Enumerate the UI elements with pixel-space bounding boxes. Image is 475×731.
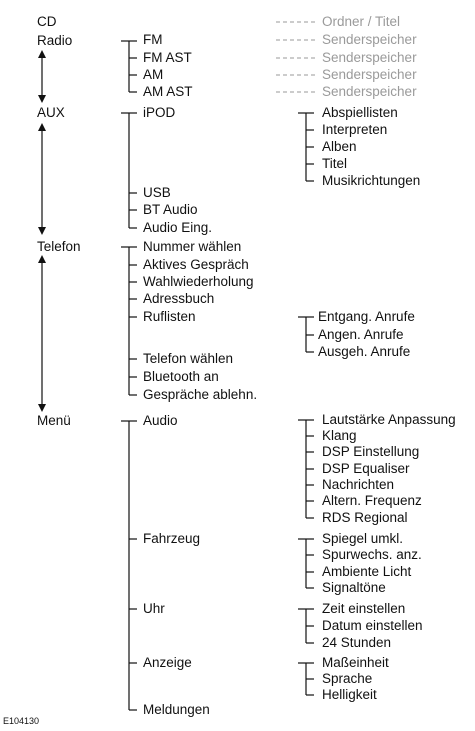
- radio-option: Senderspeicher: [322, 50, 417, 65]
- audio-option: Nachrichten: [322, 477, 395, 492]
- uhr-option: Zeit einstellen: [322, 601, 406, 616]
- radio-item: AM: [143, 67, 164, 82]
- fahrzeug-option: Spurwechs. anz.: [322, 547, 422, 562]
- uhr-option: Datum einstellen: [322, 618, 423, 633]
- telefon-item: Nummer wählen: [143, 239, 242, 254]
- menu-item: Fahrzeug: [143, 531, 201, 546]
- main-menu-telefon: Telefon: [37, 239, 81, 254]
- radio-option: Senderspeicher: [322, 32, 417, 47]
- radio-option: Senderspeicher: [322, 67, 417, 82]
- menu-item: Uhr: [143, 601, 165, 616]
- main-menu-aux: AUX: [37, 105, 65, 120]
- ipod-option: Interpreten: [322, 122, 388, 137]
- uhr-option: 24 Stunden: [322, 635, 392, 650]
- ipod-option: Alben: [322, 139, 357, 154]
- fahrzeug-option: Ambiente Licht: [322, 564, 412, 579]
- audio-option: Altern. Frequenz: [322, 493, 422, 508]
- anzeige-option: Sprache: [322, 671, 373, 686]
- figure-code: E104130: [3, 716, 40, 726]
- aux-item: Audio Eing.: [143, 220, 213, 235]
- ruflisten-option: Entgang. Anrufe: [318, 309, 415, 324]
- telefon-item: Aktives Gespräch: [143, 257, 249, 272]
- audio-option: DSP Equaliser: [322, 461, 410, 476]
- telefon-item: Ruflisten: [143, 309, 196, 324]
- menu-item: Anzeige: [143, 655, 192, 670]
- anzeige-option: Helligkeit: [322, 687, 377, 702]
- audio-option: RDS Regional: [322, 510, 408, 525]
- fahrzeug-option: Signaltöne: [322, 580, 386, 595]
- aux-item: iPOD: [143, 105, 176, 120]
- ipod-option: Musikrichtungen: [322, 173, 421, 188]
- menu-item: Meldungen: [143, 702, 210, 717]
- fahrzeug-option: Spiegel umkl.: [322, 531, 404, 546]
- audio-option: DSP Einstellung: [322, 444, 420, 459]
- audio-option: Klang: [322, 428, 357, 443]
- radio-option: Senderspeicher: [322, 84, 417, 99]
- telefon-item: Adressbuch: [143, 291, 215, 306]
- main-menu-menu: Menü: [37, 413, 71, 428]
- ruflisten-option: Angen. Anrufe: [318, 327, 404, 342]
- radio-item: FM AST: [143, 50, 192, 65]
- cd-option-folder-title: Ordner / Titel: [322, 14, 401, 29]
- aux-item: USB: [143, 185, 171, 200]
- anzeige-option: Maßeinheit: [322, 655, 389, 670]
- main-menu-radio: Radio: [37, 33, 73, 48]
- ipod-option: Titel: [322, 156, 348, 171]
- ruflisten-option: Ausgeh. Anrufe: [318, 344, 411, 359]
- menu-item: Audio: [143, 413, 178, 428]
- radio-item: AM AST: [143, 84, 193, 99]
- audio-option: Lautstärke Anpassung: [322, 412, 456, 427]
- telefon-item: Telefon wählen: [143, 351, 234, 366]
- telefon-item: Bluetooth an: [143, 369, 219, 384]
- telefon-item: Wahlwiederholung: [143, 274, 254, 289]
- ipod-option: Abspiellisten: [322, 105, 398, 120]
- main-menu-cd: CD: [37, 14, 57, 29]
- radio-item: FM: [143, 32, 163, 47]
- aux-item: BT Audio: [143, 202, 198, 217]
- telefon-item: Gespräche ablehn.: [143, 387, 258, 402]
